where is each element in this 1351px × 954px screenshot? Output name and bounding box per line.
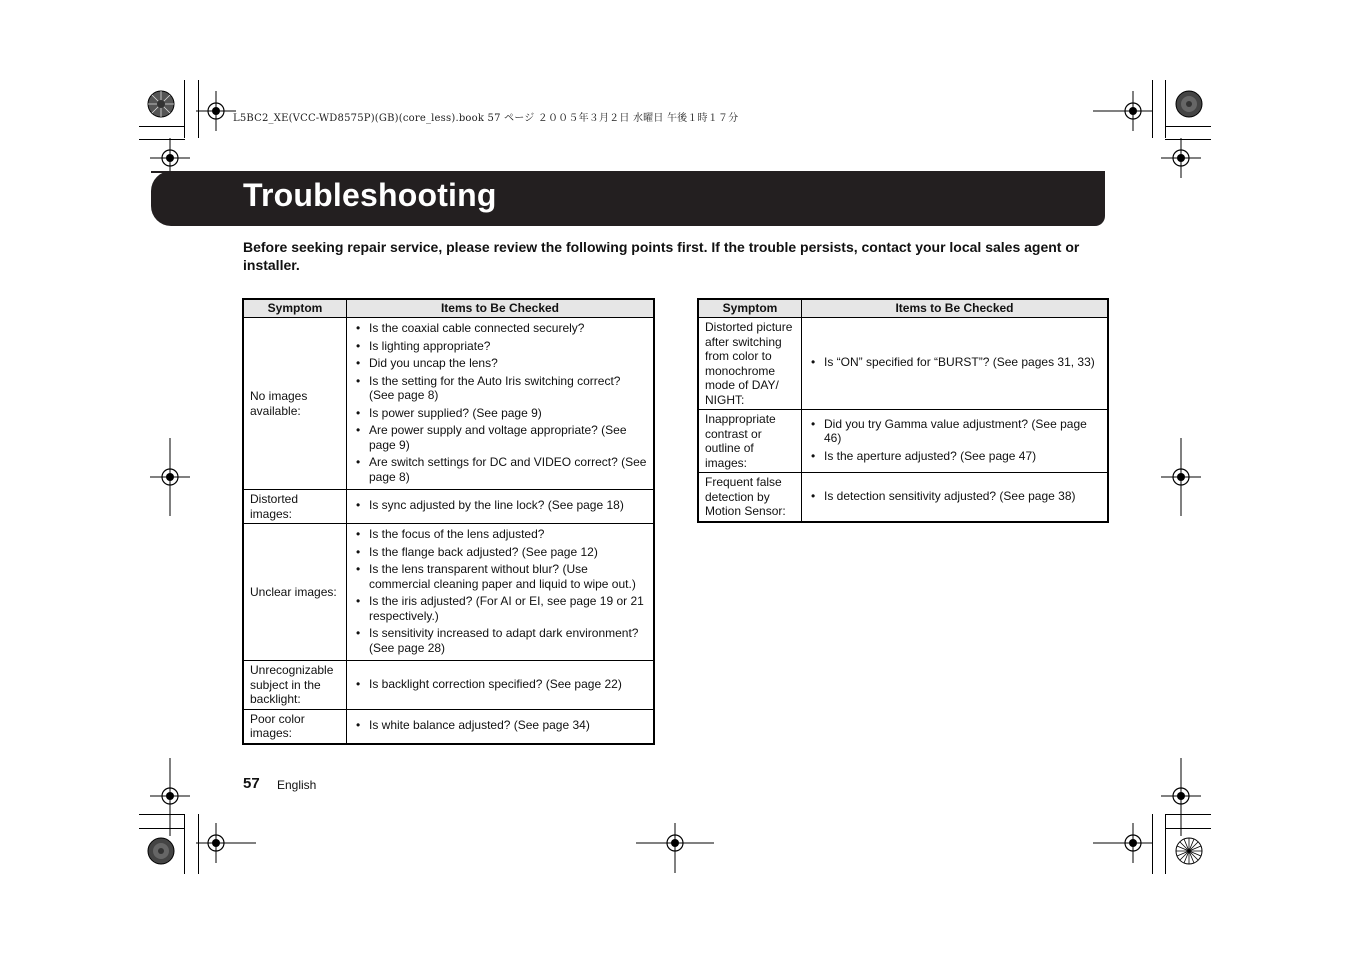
items-cell: [347, 709, 655, 744]
check-item: • Is the aperture adjusted? (See page 47): [808, 449, 1101, 464]
registration-target-icon: [1161, 758, 1201, 836]
check-item: • Is lighting appropriate?: [353, 339, 647, 354]
check-item: • Is the setting for the Auto Iris switching correct? (See page 8): [353, 374, 647, 403]
page-language: English: [277, 778, 317, 792]
page-title: Troubleshooting: [243, 177, 497, 213]
symptom-cell: No images available:: [243, 318, 347, 490]
items-cell: [347, 524, 655, 661]
table-header-row: [698, 299, 1108, 318]
items-cell: [802, 410, 1109, 473]
registration-target-icon: [150, 438, 190, 516]
color-target-icon: [146, 89, 176, 119]
symptom-cell: Frequent false detection by Motion Sensor:: [698, 473, 802, 522]
check-item: • Did you uncap the lens?: [353, 356, 647, 371]
page-number: 57: [243, 775, 260, 792]
check-item: • Is detection sensitivity adjusted? (See page 38): [808, 489, 1101, 504]
items-cell: [347, 661, 655, 710]
items-cell: [347, 318, 655, 490]
check-item: • Is white balance adjusted? (See page 34): [353, 718, 647, 733]
registration-target-icon: [1093, 91, 1113, 131]
troubleshooting-table-right: [697, 298, 1109, 523]
table-row: [698, 410, 1108, 473]
registration-target-icon: [196, 823, 256, 863]
items-cell: [802, 318, 1109, 410]
color-target-icon: [146, 836, 176, 866]
check-item: • Is backlight correction specified? (See page 22): [353, 677, 647, 692]
column-header-items: Items to Be Checked: [347, 299, 655, 318]
column-header-symptom: Symptom: [698, 299, 802, 318]
registration-target-icon: [150, 758, 190, 836]
symptom-cell: Distorted images:: [243, 490, 347, 524]
check-item: • Are power supply and voltage appropriate? (See page 9): [353, 423, 647, 452]
table-row: [698, 473, 1108, 522]
intro-text: Before seeking repair service, please review the following points first. If the trouble persists, contact your local sales agent or installer.: [243, 239, 1080, 273]
color-target-icon: [1174, 89, 1204, 119]
symptom-cell: Distorted picture after switching from color to monochrome mode of DAY/ NIGHT:: [698, 318, 802, 410]
table-row: [243, 490, 654, 524]
check-item: • Is sensitivity increased to adapt dark environment? (See page 28): [353, 626, 647, 655]
items-cell: [802, 473, 1109, 522]
registration-target-icon: [636, 823, 714, 873]
table-row: [698, 318, 1108, 410]
check-item: • Did you try Gamma value adjustment? (See page 46): [808, 417, 1101, 446]
troubleshooting-table-left: [242, 298, 655, 745]
check-item: • Are switch settings for DC and VIDEO correct? (See page 8): [353, 455, 647, 484]
registration-target-icon: [1161, 438, 1201, 516]
table-header-row: [243, 299, 654, 318]
symptom-cell: Inappropriate contrast or outline of images:: [698, 410, 802, 473]
check-item: • Is the flange back adjusted? (See page 12): [353, 545, 647, 560]
table-row: [243, 709, 654, 744]
column-header-symptom: Symptom: [243, 299, 347, 318]
registration-target-icon: [1113, 91, 1153, 131]
table-row: [243, 661, 654, 710]
check-item: • Is the lens transparent without blur? (Use commercial cleaning paper and liquid to wipe out.): [353, 562, 647, 591]
check-item: • Is the coaxial cable connected securely?: [353, 321, 647, 336]
table-row: [243, 524, 654, 661]
registration-target-icon: [196, 91, 236, 131]
check-item: • Is “ON” specified for “BURST”? (See pages 31, 33): [808, 355, 1101, 370]
print-header: L5BC2_XE(VCC-WD8575P)(GB)(core_less).book 57 ページ ２００５年３月２日 水曜日 午後１時１７分: [233, 113, 739, 124]
check-item: • Is power supplied? (See page 9): [353, 406, 647, 421]
table-row: [243, 318, 654, 490]
color-target-icon: [1174, 836, 1204, 866]
registration-target-icon: [1093, 823, 1153, 863]
check-item: • Is the focus of the lens adjusted?: [353, 527, 647, 542]
symptom-cell: Unrecognizable subject in the backlight:: [243, 661, 347, 710]
check-item: • Is sync adjusted by the line lock? (See page 18): [353, 498, 647, 513]
symptom-cell: Poor color images:: [243, 709, 347, 744]
column-header-items: Items to Be Checked: [802, 299, 1109, 318]
symptom-cell: Unclear images:: [243, 524, 347, 661]
check-item: • Is the iris adjusted? (For AI or EI, see page 19 or 21 respectively.): [353, 594, 647, 623]
registration-target-icon: [1161, 138, 1201, 178]
items-cell: [347, 490, 655, 524]
